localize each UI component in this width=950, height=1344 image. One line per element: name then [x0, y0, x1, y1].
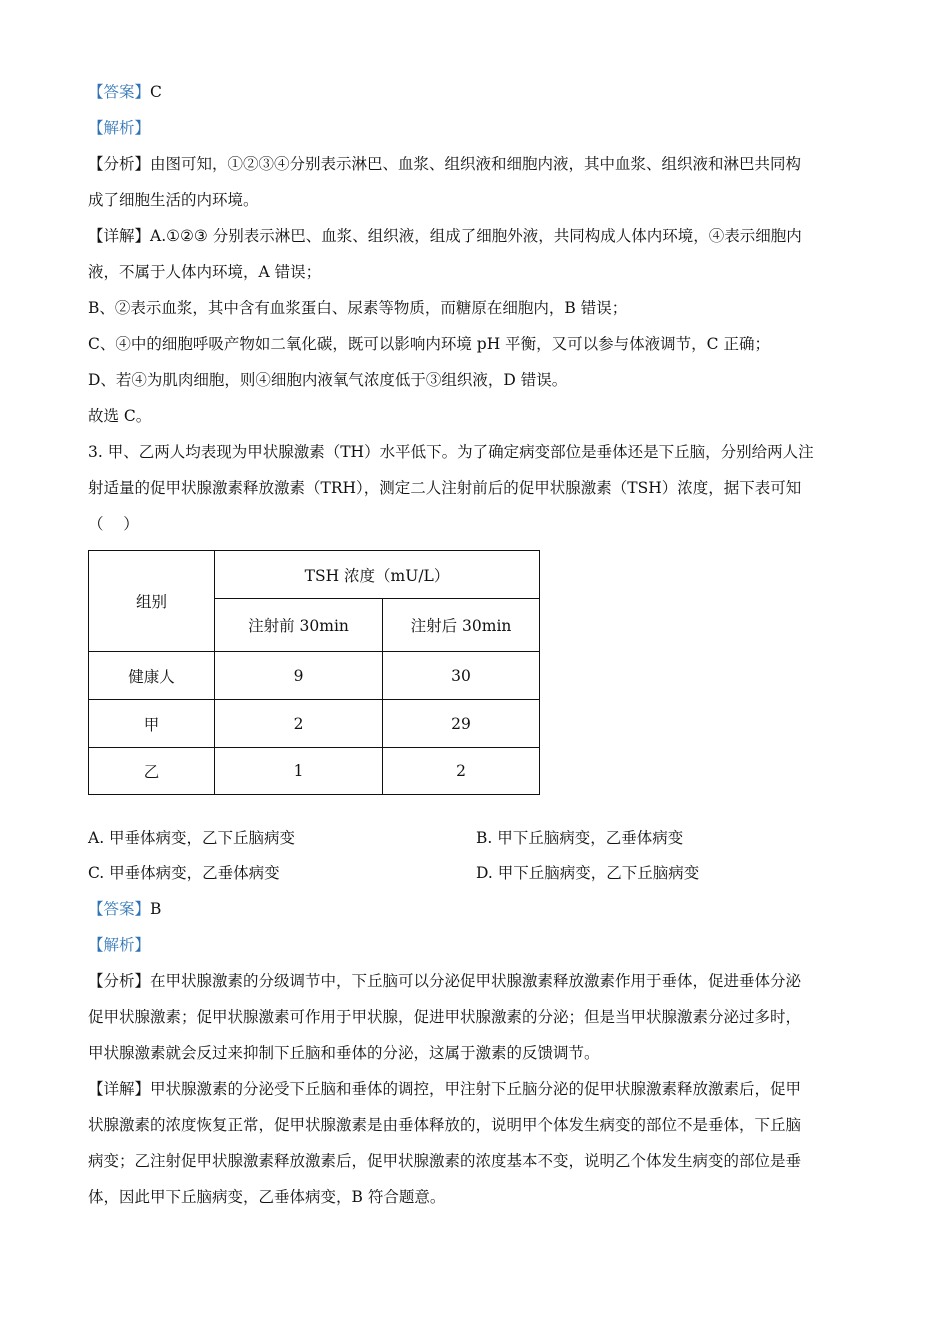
- q3-xiangjie-line-1: [88, 1071, 864, 1107]
- after-injection-header: 注射后 30min: [383, 599, 540, 652]
- fenxi-text: 由图可知，①②③④分别表示淋巴、血浆、组织液和细胞内液，其中血浆、组织液和淋巴共同构: [150, 155, 802, 173]
- fenxi-tag: 【分析】: [88, 972, 151, 990]
- option-c: C. 甲垂体病变，乙垂体病变: [88, 864, 280, 882]
- xiangjie-tag: 【详解】: [88, 1080, 151, 1098]
- analysis-tag: 【解析】: [88, 936, 151, 954]
- row-before: 9: [215, 652, 383, 700]
- answer-value: B: [150, 900, 162, 918]
- row-before: 2: [215, 700, 383, 748]
- q3-xiangjie-line-4: 体，因此甲下丘脑病变，乙垂体病变，B 符合题意。: [88, 1188, 446, 1206]
- q3-analysis-heading: [88, 927, 864, 963]
- fenxi-text: 在甲状腺激素的分级调节中，下丘脑可以分泌促甲状腺激素释放激素作用于垂体，促进垂体分泌: [150, 972, 802, 990]
- option-b: B. 甲下丘脑病变，乙垂体病变: [476, 829, 684, 847]
- xiangjie-text: A.①②③ 分别表示淋巴、血浆、组织液，组成了细胞外液，共同构成人体内环境，④表示细胞内: [150, 227, 802, 245]
- q2-fenxi-line-2: 成了细胞生活的内环境。: [88, 191, 259, 209]
- q2-analysis-heading: [88, 110, 864, 146]
- group-header: 组别: [89, 551, 215, 652]
- row-after: 30: [383, 652, 540, 700]
- document-page: [88, 74, 864, 1215]
- table-row: [89, 748, 540, 795]
- q3-stem-line-3: （ ）: [88, 515, 139, 533]
- table-row: [89, 700, 540, 748]
- fenxi-tag: 【分析】: [88, 155, 151, 173]
- q2-xiangjie-line-1: [88, 218, 864, 254]
- q3-fenxi-line-1: [88, 963, 864, 999]
- option-a: A. 甲垂体病变，乙下丘脑病变: [88, 829, 296, 847]
- tsh-table: [88, 550, 540, 795]
- answer-value: C: [150, 83, 162, 101]
- xiangjie-text: 甲状腺激素的分泌受下丘脑和垂体的调控，甲注射下丘脑分泌的促甲状腺激素释放激素后，促甲: [150, 1080, 802, 1098]
- q2-option-b-explanation: B、②表示血浆，其中含有血浆蛋白、尿素等物质，而糖原在细胞内，B 错误；: [88, 299, 628, 317]
- q2-conclusion: 故选 C。: [88, 407, 152, 425]
- q3-stem-line-2: 射适量的促甲状腺激素释放激素（TRH），测定二人注射前后的促甲状腺激素（TSH）浓度，据下表可知: [88, 479, 802, 497]
- row-group: 乙: [89, 748, 215, 795]
- q2-fenxi-line-1: [88, 146, 864, 182]
- tsh-concentration-header: TSH 浓度（mU/L）: [215, 551, 540, 599]
- row-after: 2: [383, 748, 540, 795]
- before-injection-header: 注射前 30min: [215, 599, 383, 652]
- row-after: 29: [383, 700, 540, 748]
- row-before: 1: [215, 748, 383, 795]
- q3-xiangjie-line-2: 状腺激素的浓度恢复正常，促甲状腺激素是由垂体释放的，说明甲个体发生病变的部位不是垂体，下丘脑: [88, 1116, 802, 1134]
- q3-options: [88, 821, 864, 891]
- q2-option-c-explanation: C、④中的细胞呼吸产物如二氧化碳，既可以影响内环境 pH 平衡，又可以参与体液调节，C 正确；: [88, 335, 770, 353]
- answer-tag: 【答案】: [88, 900, 151, 918]
- q3-answer-line: [88, 891, 864, 927]
- q3-fenxi-line-3: 甲状腺激素就会反过来抑制下丘脑和垂体的分泌，这属于激素的反馈调节。: [88, 1044, 600, 1062]
- option-d: D. 甲下丘脑病变，乙下丘脑病变: [476, 864, 700, 882]
- q3-fenxi-line-2: 促甲状腺激素；促甲状腺激素可作用于甲状腺，促进甲状腺激素的分泌；但是当甲状腺激素分泌过多时，: [88, 1008, 802, 1026]
- row-group: 甲: [89, 700, 215, 748]
- q3-stem-line-1: 3. 甲、乙两人均表现为甲状腺激素（TH）水平低下。为了确定病变部位是垂体还是下丘脑，分别给两人注: [88, 443, 814, 461]
- q3-xiangjie-line-3: 病变；乙注射促甲状腺激素释放激素后，促甲状腺激素的浓度基本不变，说明乙个体发生病变的部位是垂: [88, 1152, 802, 1170]
- table-row: [89, 652, 540, 700]
- q2-xiangjie-line-2: 液，不属于人体内环境，A 错误；: [88, 263, 322, 281]
- answer-tag: 【答案】: [88, 83, 151, 101]
- xiangjie-tag: 【详解】: [88, 227, 151, 245]
- analysis-tag: 【解析】: [88, 119, 151, 137]
- q2-answer-line: [88, 74, 864, 110]
- q2-option-d-explanation: D、若④为肌肉细胞，则④细胞内液氧气浓度低于③组织液，D 错误。: [88, 371, 568, 389]
- row-group: 健康人: [89, 652, 215, 700]
